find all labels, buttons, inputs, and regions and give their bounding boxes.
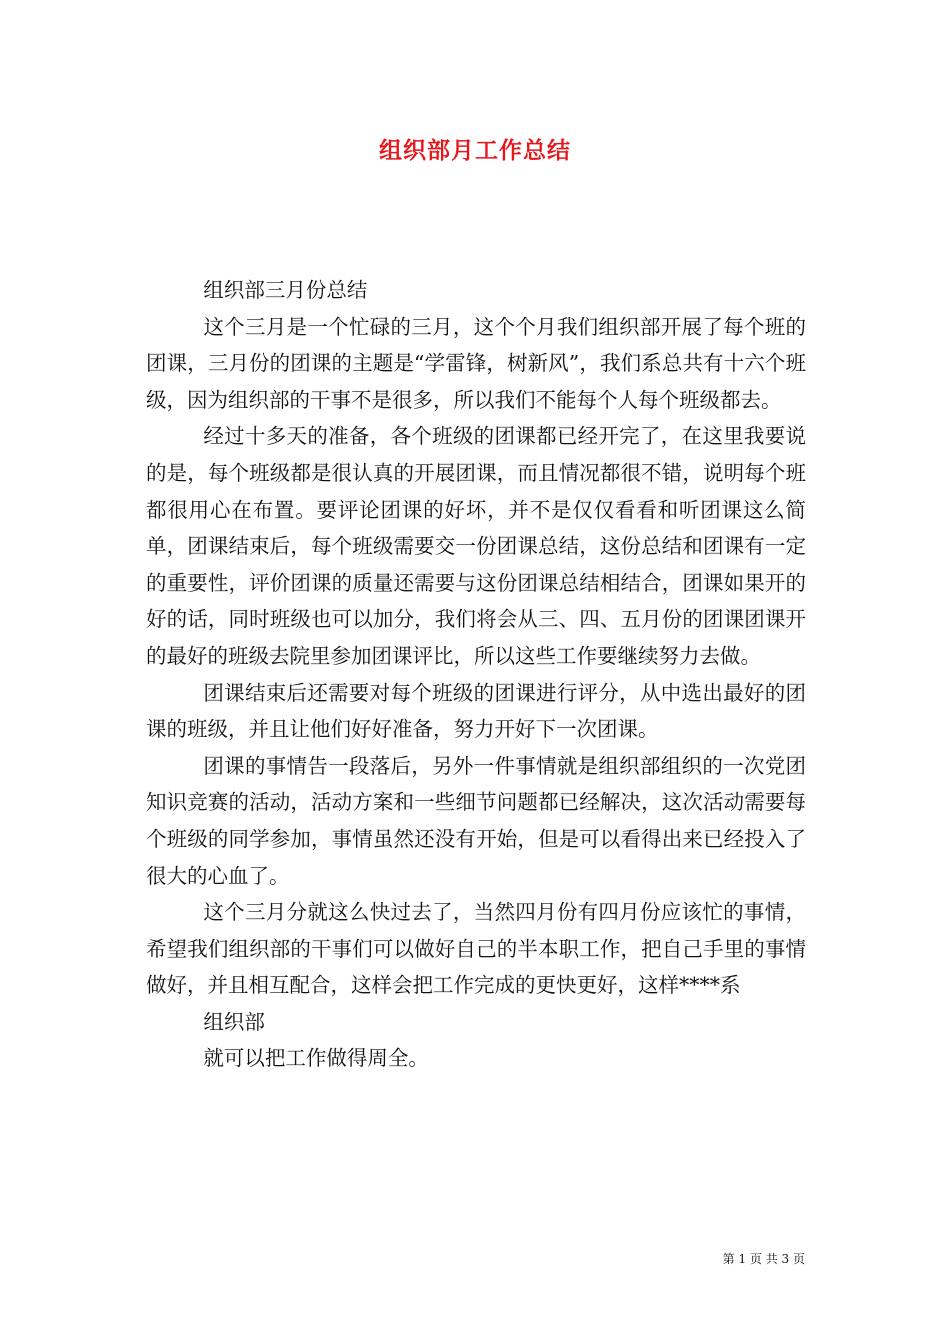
paragraph-signature: 组织部 xyxy=(203,1009,265,1034)
paragraph: 这个三月是一个忙碌的三月，这个个月我们组织部开展了每个班的团课，三月份的团课的主题是“学雷锋，树新风”，我们系总共有十六个班级，因为组织部的干事不是很多，所以我们不能每个人每个班级都去。 xyxy=(146,314,806,412)
paragraph-section-heading: 组织部三月份总结 xyxy=(203,278,368,302)
paragraph: 团课的事情告一段落后，另外一件事情就是组织部组织的一次党团知识竞赛的活动，活动方案和一些细节问题都已经解决，这次活动需要每个班级的同学参加，事情虽然还没有开始，但是可以看得出来已经投入了很大的心血了。 xyxy=(146,753,806,888)
document-body xyxy=(146,272,806,1077)
paragraph: 团课结束后还需要对每个班级的团课进行评分，从中选出最好的团课的班级，并且让他们好好准备，努力开好下一次团课。 xyxy=(146,680,806,742)
paragraph: 就可以把工作做得周全。 xyxy=(203,1046,429,1071)
paragraph: 经过十多天的准备，各个班级的团课都已经开完了，在这里我要说的是，每个班级都是很认真的开展团课，而且情况都很不错，说明每个班都很用心在布置。要评论团课的好坏，并不是仅仅看看和听团课这么简单，团课结束后，每个班级需要交一份团课总结，这份总结和团课有一定的重要性，评价团课的质量还需要与这份团课总结相结合，团课如果开的好的话，同时班级也可以加分，我们将会从三、四、五月份的团课团课开的最好的班级去院里参加团课评比，所以这些工作要继续努力去做。 xyxy=(146,424,806,668)
paragraph: 这个三月分就这么快过去了，当然四月份有四月份应该忙的事情，希望我们组织部的干事们可以做好自己的半本职工作，把自己手里的事情做好，并且相互配合，这样会把工作完成的更快更好，这样****系 xyxy=(146,900,806,998)
document-title: 组织部月工作总结 xyxy=(379,137,571,164)
page-number: 第 1 页 共 3 页 xyxy=(722,1252,805,1266)
